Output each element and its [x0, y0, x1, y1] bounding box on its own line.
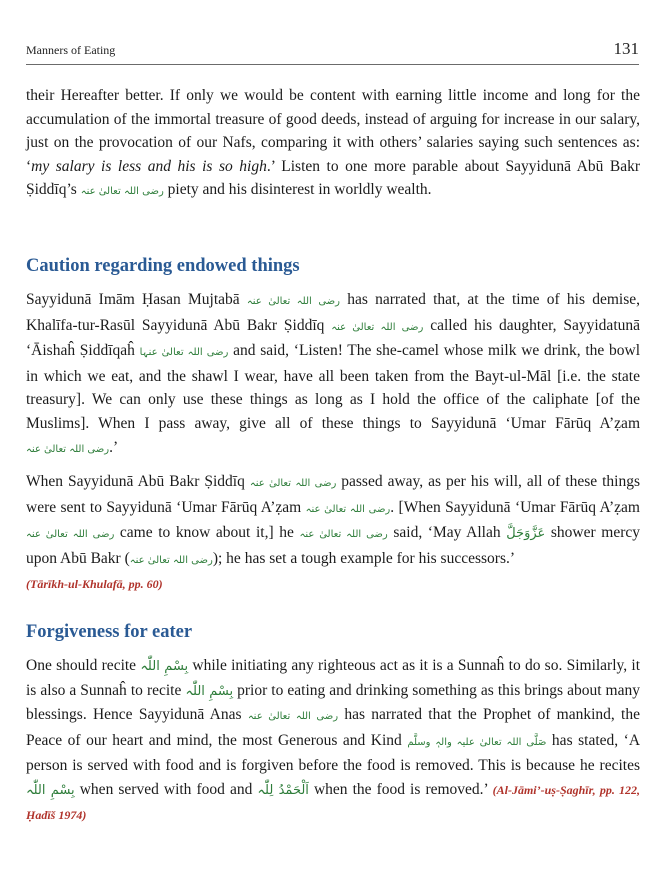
alhamdulillah-calligraphy: اَلْحَمْدُ لِلّٰہ: [257, 782, 309, 798]
caution-paragraph-1: [26, 288, 640, 461]
text-span: has narrated that the Prophet of mankind, the Peace of our heart and mind, the most Generous and Kind: [26, 706, 640, 749]
honorific-radiyallahu-anha: رضی اللہ تعالیٰ عنہا: [139, 347, 229, 359]
intro-text-3: piety and his disinterest in worldly wealth.: [163, 181, 432, 199]
bismillah-calligraphy: بِسْمِ اللّٰہ: [26, 782, 75, 798]
honorific-radiyallahu-anhu: رضی اللہ تعالیٰ عنہ: [80, 186, 164, 198]
text-span: passed away, as per his will, all of these things were sent to Sayyidunā ‘Umar Fārūq A’ẓam: [26, 473, 640, 516]
citation-al-jami-us-saghir: (Al-Jāmi’-uṣ-Ṣaghīr, pp. 122, Ḥadīš 1974): [26, 782, 641, 822]
text-span: ); he has set a tough example for his successors.’: [212, 549, 516, 567]
text-span: shower mercy upon Abū Bakr (: [26, 524, 640, 567]
caution-paragraph-2: [26, 470, 640, 597]
bismillah-calligraphy: بِسْمِ اللّٰہ: [185, 683, 234, 699]
intro-text: their Hereafter better. If only we would be content with earning little income and long for the accumulation of the immortal treasure of good deeds, instead of arguing for increase in our salary, just on the provocation of our Nafs, comparing it with others’ salaries saying such sentences as: ‘: [26, 87, 640, 175]
forgiveness-paragraph: [26, 654, 640, 827]
text-span: said, ‘May Allah: [387, 524, 507, 542]
text-span: has stated, ‘A person is served with food and is forgiven before the food is removed. This is because he recites: [26, 731, 641, 775]
page-number: 131: [613, 39, 639, 58]
citation-tarikh-ul-khulafa: (Tārīkh-ul-Khulafā, pp. 60): [26, 577, 163, 592]
honorific-azza-wa-jall: عَزَّوَجَلَّ: [506, 526, 546, 542]
text-span: called his daughter, Sayyidatunā ‘Āishaĥ Ṣiddīqaĥ: [26, 316, 641, 360]
honorific-radiyallahu-anhu: رضی اللہ تعالیٰ عنہ: [26, 443, 110, 455]
text-span: prior to eating and drinking something as this brings about many blessings. Hence Sayyidunā Anas: [26, 681, 640, 724]
text-span: When Sayyidunā Abū Bakr Ṣiddīq: [26, 473, 250, 490]
intro-paragraph: [26, 84, 640, 204]
text-span: when served with food and: [74, 780, 258, 798]
text-span: .’: [109, 438, 119, 456]
honorific-radiyallahu-anhu: رضی اللہ تعالیٰ عنہ: [305, 503, 391, 515]
section-heading-forgiveness: Forgiveness for eater: [26, 622, 193, 642]
honorific-radiyallahu-anhu: رضی اللہ تعالیٰ عنہ: [247, 711, 339, 723]
text-span: . [When Sayyidunā ‘Umar Fārūq A’ẓam: [390, 498, 640, 516]
honorific-radiyallahu-anhu: رضی اللہ تعالیٰ عنہ: [246, 296, 340, 307]
intro-quote: my salary is less and his is so high: [31, 157, 267, 175]
honorific-radiyallahu-anhu: رضی اللہ تعالیٰ عنہ: [299, 529, 388, 541]
text-span: One should recite: [26, 657, 141, 674]
page-header: [26, 38, 639, 65]
section-heading-caution: Caution regarding endowed things: [26, 256, 300, 276]
honorific-sallallahu-alayhi-wasallam: صَلَّی اللہ تعالیٰ علیہ والہٖ وسلَّم: [407, 736, 547, 748]
intro-text-2: .’ Listen to one more parable about Sayyidunā Abū Bakr Ṣiddīq’s: [26, 157, 640, 199]
text-span: when the food is removed.’: [308, 780, 493, 798]
honorific-radiyallahu-anhu: رضی اللہ تعالیٰ عنہ: [249, 478, 337, 489]
text-span: Sayyidunā Imām Ḥasan Mujtabā: [26, 291, 247, 308]
honorific-radiyallahu-anhu: رضی اللہ تعالیٰ عنہ: [129, 554, 213, 566]
text-span: has narrated that, at the time of his demise, Khalīfa-tur-Rasūl Sayyidunā Abū Bakr Ṣiddīq: [26, 291, 640, 334]
bismillah-calligraphy: بِسْمِ اللّٰہ: [140, 659, 189, 674]
running-title: Manners of Eating: [26, 43, 116, 57]
text-span: while initiating any righteous act as it is a Sunnaĥ to do so. Similarly, it is also a Sunnaĥ to recite: [26, 657, 641, 699]
text-span: came to know about it,] he: [114, 524, 300, 542]
honorific-radiyallahu-anhu: رضی اللہ تعالیٰ عنہ: [331, 321, 424, 333]
honorific-radiyallahu-anhu: رضی اللہ تعالیٰ عنہ: [26, 529, 115, 541]
text-span: and said, ‘Listen! The she-camel whose milk we drink, the bowl in which we eat, and the shawl I wear, have all been taken from the Bayt-ul-Māl [i.e. the state treasury]. We can only use these things as long as I hold the office of the caliphate [of the Muslims]. When I pass away, give all of these things to Sayyidunā ‘Umar Fārūq A’ẓam: [26, 342, 640, 432]
